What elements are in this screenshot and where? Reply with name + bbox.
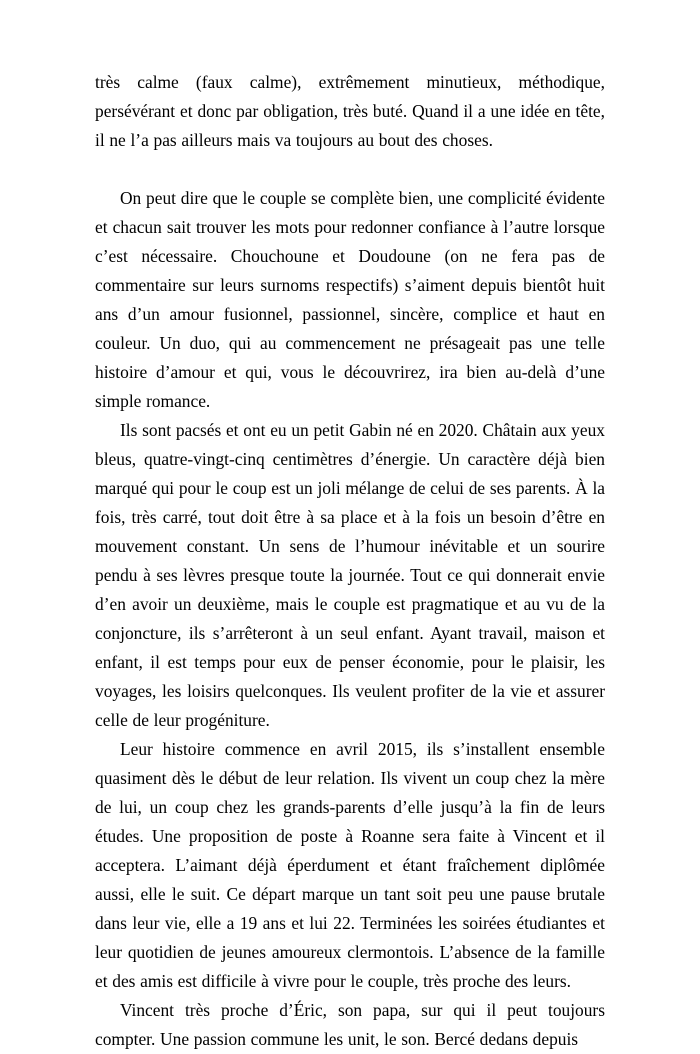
paragraph-vincent-eric: Vincent très proche d’Éric, son papa, sur qui il peut toujours compter. Une passion commune les unit, le son. Bercé dedans depuis [95, 1000, 605, 1049]
body-text-block [95, 68, 605, 1054]
paragraph-continuation: très calme (faux calme), extrêmement minutieux, méthodique, persévérant et donc par obligation, très buté. Quand il a une idée en tête, il ne l’a pas ailleurs mais va toujours au bout des choses. [95, 72, 605, 150]
paragraph-couple-complicite: On peut dire que le couple se complète bien, une complicité évidente et chacun sait trouver les mots pour redonner confiance à l’autre lorsque c’est nécessaire. Chouchoune et Doudoune (on ne fera pas de commentaire sur leurs surnoms respectifs) s’aiment depuis bientôt huit ans d’un amour fusionnel, passionnel, sincère, complice et haut en couleur. Un duo, qui au commencement ne présageait pas une telle histoire d’amour et qui, vous le découvrirez, ira bien au-delà d’une simple romance. [95, 188, 605, 411]
paragraph-gabin: Ils sont pacsés et ont eu un petit Gabin né en 2020. Châtain aux yeux bleus, quatre-vingt-cinq centimètres d’énergie. Un caractère déjà bien marqué qui pour le coup est un joli mélange de celui de ses parents. À la fois, très carré, tout doit être à sa place et à la fois un besoin d’être en mouvement constant. Un sens de l’humour inévitable et un sourire pendu à ses lèvres presque toute la journée. Tout ce qui donnerait envie d’en avoir un deuxième, mais le couple est pragmatique et au vu de la conjoncture, ils s’arrêteront à un seul enfant. Ayant travail, maison et enfant, il est temps pour eux de penser économie, pour le plaisir, les voyages, les loisirs quelconques. Ils veulent profiter de la vie et assurer celle de leur progéniture. [95, 420, 605, 730]
paragraph-histoire-2015: Leur histoire commence en avril 2015, ils s’installent ensemble quasiment dès le début de leur relation. Ils vivent un coup chez la mère de lui, un coup chez les grands-parents d’elle jusqu’à la fin de leurs études. Une proposition de poste à Roanne sera faite à Vincent et il acceptera. L’aimant déjà éperdument et étant fraîchement diplômée aussi, elle le suit. Ce départ marque un tant soit peu une pause brutale dans leur vie, elle a 19 ans et lui 22. Terminées les soirées étudiantes et leur quotidien de jeunes amoureux clermontois. L’absence de la famille et des amis est difficile à vivre pour le couple, très proche des leurs. [95, 739, 605, 991]
